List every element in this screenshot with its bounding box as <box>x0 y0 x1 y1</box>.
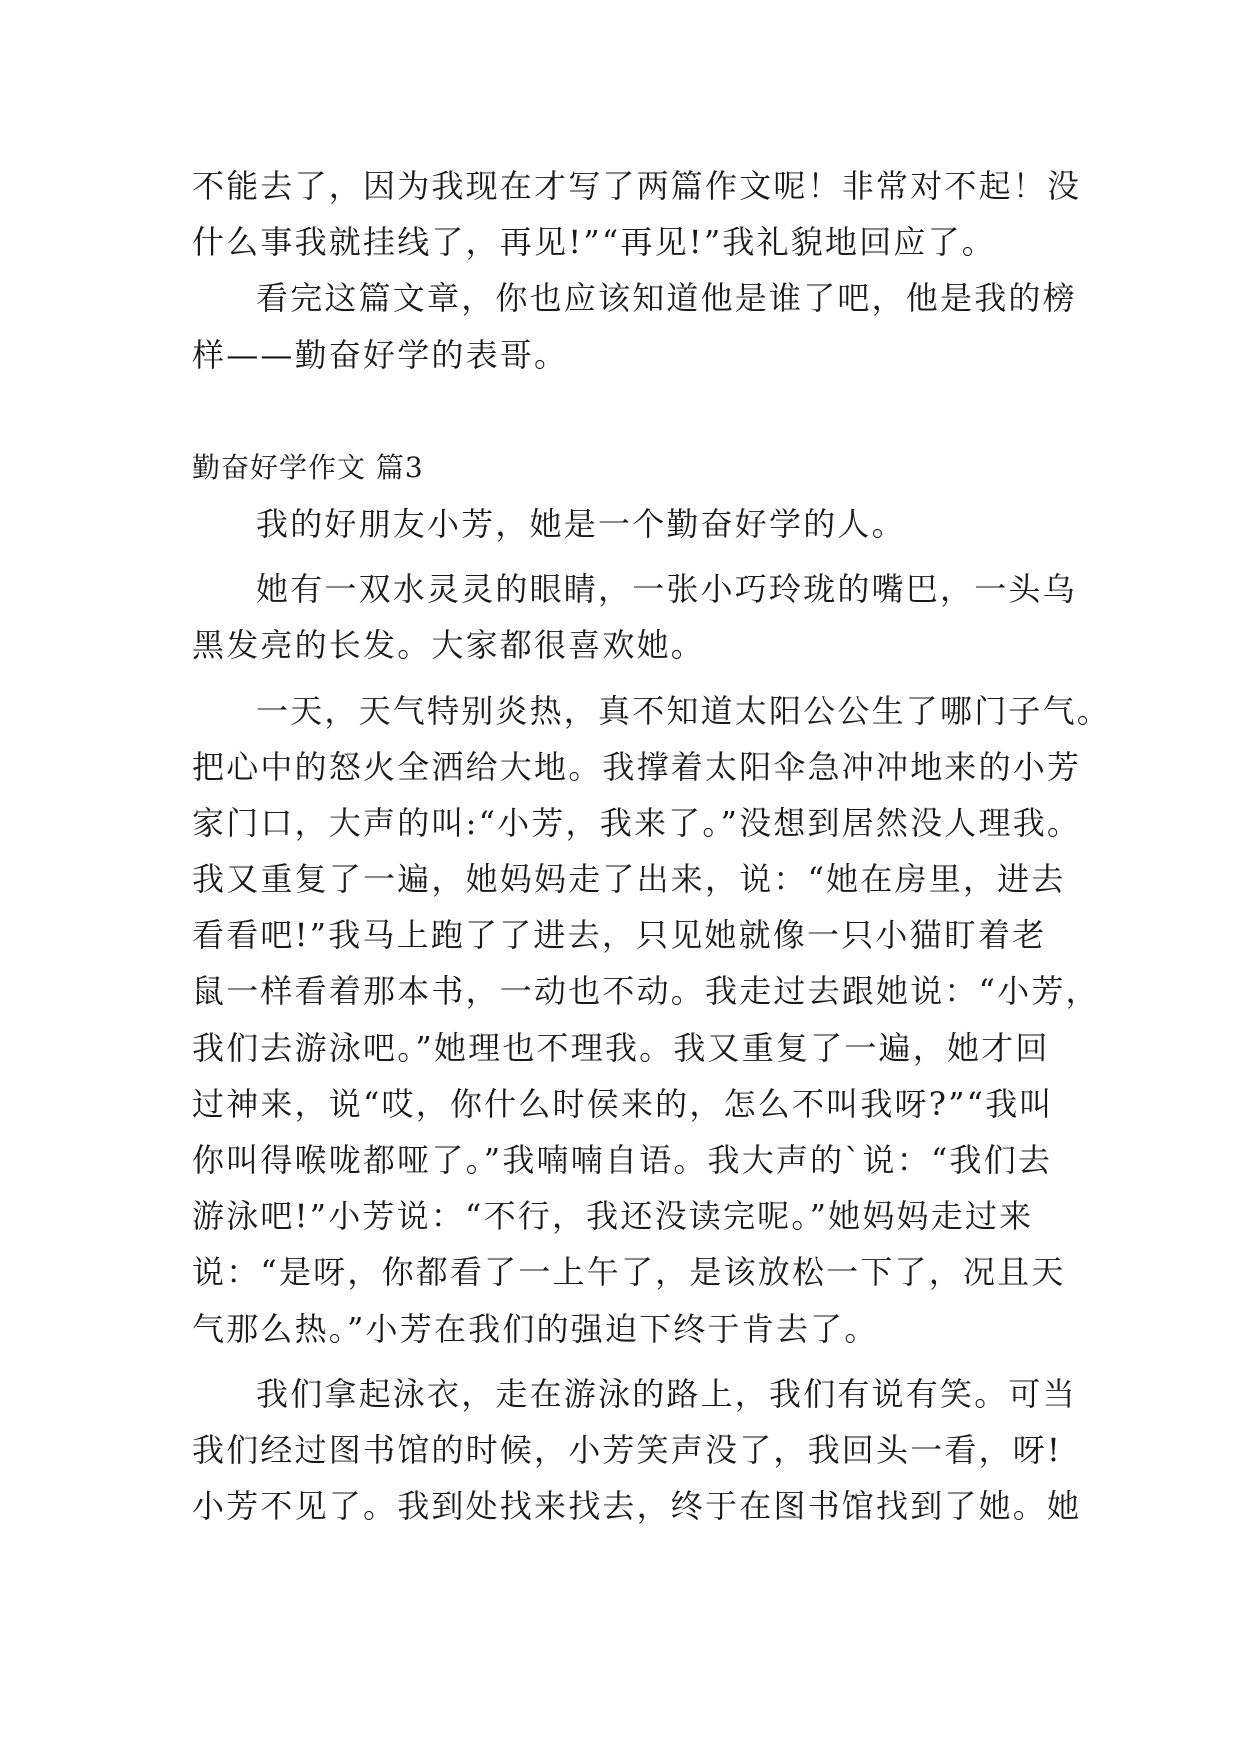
text-line: 游泳吧!”小芳说：“不行，我还没读完呢。”她妈妈走过来 <box>192 1197 1034 1236</box>
paragraph-3 <box>192 683 1112 1357</box>
text-line: 把心中的怒火全洒给大地。我撑着太阳伞急冲冲地来的小芳 <box>192 747 1082 786</box>
text-line: 气那么热。”小芳在我们的强迫下终于肯去了。 <box>192 1309 879 1348</box>
conclusion-paragraph <box>192 270 1077 382</box>
text-line: 我又重复了一遍，她妈妈走了出来，说：“她在房里，进去 <box>192 860 1066 899</box>
text-line: 过神来，说“哎，你什么时侯来的，怎么不叫我呀?”“我叫 <box>192 1084 1054 1123</box>
paragraph-2 <box>192 561 1077 673</box>
text-line: 我们经过图书馆的时候，小芳笑声没了，我回头一看，呀! <box>192 1430 1063 1469</box>
text-line: 我的好朋友小芳，她是一个勤奋好学的人。 <box>256 504 906 543</box>
text-line: 小芳不见了。我到处找来找去，终于在图书馆找到了她。她 <box>192 1487 1082 1526</box>
document-page <box>192 158 1112 1534</box>
text-line: 鼠一样看着那本书，一动也不动。我走过去跟她说：“小芳， <box>192 972 1100 1011</box>
text-line: 什么事我就挂线了，再见!”“再见!”我礼貌地回应了。 <box>192 223 996 262</box>
text-line: 看看吧!”我马上跑了了进去，只见她就像一只小猫盯着老 <box>192 916 1047 955</box>
text-line: 我们拿起泳衣，走在游泳的路上，我们有说有笑。可当 <box>256 1374 1077 1413</box>
intro-paragraph <box>192 158 1082 270</box>
paragraph-1 <box>192 496 1052 552</box>
text-line: 家门口，大声的叫:“小芳，我来了。”没想到居然没人理我。 <box>192 803 1082 842</box>
text-line: 说：“是呀，你都看了一上午了，是该放松一下了，况且天 <box>192 1253 1066 1292</box>
text-line: 不能去了，因为我现在才写了两篇作文呢！非常对不起！没 <box>192 167 1082 205</box>
text-line: 样——勤奋好学的表哥。 <box>192 335 569 374</box>
section-heading: 勤奋好学作文 篇3 <box>192 450 424 484</box>
text-line: 黑发亮的长发。大家都很喜欢她。 <box>192 626 706 665</box>
text-line: 看完这篇文章，你也应该知道他是谁了吧，他是我的榜 <box>256 279 1077 318</box>
paragraph-4 <box>192 1366 1082 1535</box>
text-line: 一天，天气特别炎热，真不知道太阳公公生了哪门子气。 <box>256 691 1112 730</box>
text-line: 我们去游泳吧。”她理也不理我。我又重复了一遍，她才回 <box>192 1028 1050 1067</box>
text-line: 她有一双水灵灵的眼睛，一张小巧玲珑的嘴巴，一头乌 <box>256 570 1077 609</box>
text-line: 你叫得喉咙都哑了。”我喃喃自语。我大声的`说：“我们去 <box>192 1141 1053 1179</box>
